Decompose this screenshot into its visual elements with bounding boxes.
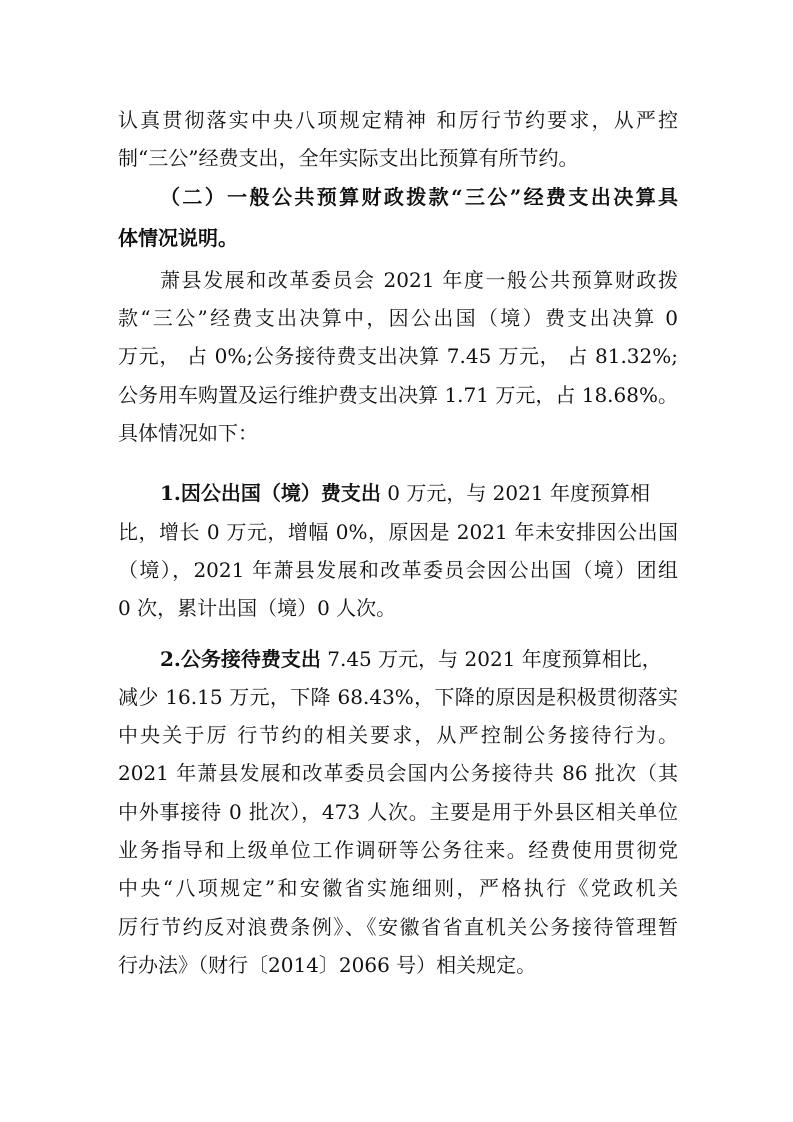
paragraph-line: 公务用车购置及运行维护费支出决算 1.71 万元，占 18.68%。 xyxy=(118,383,678,407)
paragraph-line: （境），2021 年萧县发展和改革委员会因公出国（境）团组 xyxy=(118,558,678,582)
paragraph-line: 认真贯彻落实中央八项规定精神 和厉行节约要求，从严控 xyxy=(118,108,678,132)
paragraph-line: 比，增长 0 万元，增幅 0%，原因是 2021 年未安排因公出国 xyxy=(118,520,678,544)
paragraph-line: 具体情况如下： xyxy=(118,421,258,445)
paragraph-line xyxy=(160,478,678,508)
paragraph-line: 制“三公”经费支出，全年实际支出比预算有所节约。 xyxy=(118,146,579,170)
paragraph-line xyxy=(160,644,678,674)
paragraph-line: 款“三公”经费支出决算中，因公出国（境）费支出决算 0 xyxy=(118,306,678,330)
paragraph-line: 2021 年萧县发展和改革委员会国内公务接待共 86 批次（其 xyxy=(118,761,678,785)
paragraph-line: 中外事接待 0 批次），473 人次。主要是用于外县区相关单位 xyxy=(118,800,678,824)
paragraph-line: 中央“八项规定”和安徽省实施细则，严格执行《党政机关 xyxy=(118,876,678,900)
subsection-title: 1.因公出国（境）费支出 xyxy=(160,481,381,505)
paragraph-line: 厉行节约反对浪费条例》、《安徽省省直机关公务接待管理暂 xyxy=(118,915,678,939)
subsection-text: 0 万元，与 2021 年度预算相 xyxy=(380,481,650,505)
paragraph-line: 减少 16.15 万元，下降 68.43%，下降的原因是积极贯彻落实 xyxy=(118,685,678,709)
paragraph-line: 萧县发展和改革委员会 2021 年度一般公共预算财政拨 xyxy=(160,268,678,292)
paragraph-line: 业务指导和上级单位工作调研等公务往来。经费使用贯彻党 xyxy=(118,838,678,862)
paragraph-line: 中央关于厉 行节约的相关要求，从严控制公务接待行为。 xyxy=(118,723,678,747)
paragraph-line: 万元， 占 0%;公务接待费支出决算 7.45 万元， 占 81.32%; xyxy=(118,344,678,368)
paragraph-line: 行办法》（财行〔2014〕2066 号）相关规定。 xyxy=(118,953,537,977)
section-heading: 体情况说明。 xyxy=(118,226,238,250)
paragraph-line: 0 次，累计出国（境）0 人次。 xyxy=(118,596,397,620)
subsection-title: 2.公务接待费支出 xyxy=(160,647,321,671)
section-heading: （二）一般公共预算财政拨款“三公”经费支出决算具 xyxy=(160,185,678,209)
subsection-text: 7.45 万元，与 2021 年度预算相比， xyxy=(320,647,662,671)
